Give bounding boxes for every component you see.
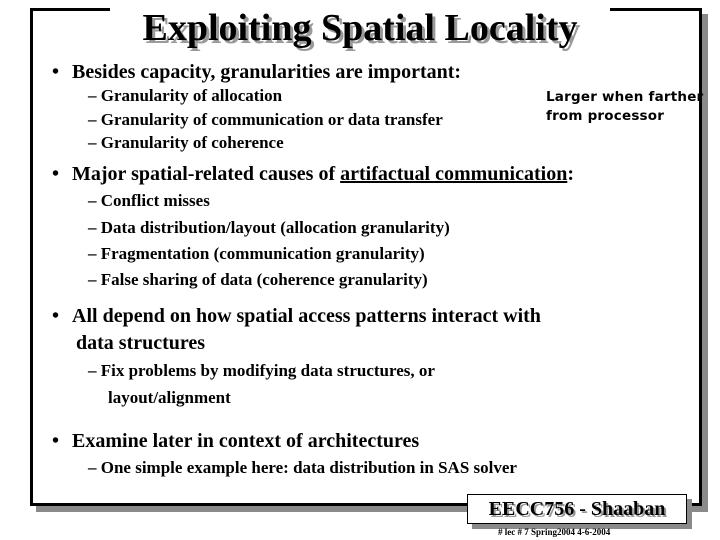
- bullet-2-sub-4: – False sharing of data (coherence granularity): [88, 270, 428, 289]
- bullet-2-underlined-term: artifactual communication: [340, 163, 568, 185]
- bullet-2-text-before: Major spatial-related causes of: [72, 163, 341, 185]
- bullet-1: [52, 60, 461, 84]
- bullet-4-text: Examine later in context of architectures: [72, 430, 420, 452]
- slide-title: Exploiting Spatial Locality: [110, 6, 610, 50]
- bullet-3-sub-line-1: – Fix problems by modifying data structures, or: [88, 361, 435, 380]
- bullet-4-sub: – One simple example here: data distribution in SAS solver: [88, 458, 517, 477]
- bullet-marker: •: [52, 61, 60, 83]
- bullet-1-sub-1: – Granularity of allocation: [88, 86, 283, 105]
- bullet-2: [52, 162, 574, 186]
- bullet-1-sub-3: – Granularity of coherence: [88, 133, 284, 152]
- bullet-3: [52, 304, 541, 328]
- side-note-line-1: Larger when farther: [546, 89, 704, 105]
- bullet-2-sub-3: – Fragmentation (communication granularity): [88, 244, 425, 263]
- bullet-2-sub-1: – Conflict misses: [88, 191, 210, 210]
- bullet-2-sub-2: – Data distribution/layout (allocation granularity): [88, 218, 450, 237]
- bullet-3-line-1: All depend on how spatial access patterns interact with: [72, 305, 541, 327]
- side-note-line-2: from processor: [546, 108, 665, 124]
- bullet-2-text-after: :: [567, 163, 574, 185]
- bullet-1-sub-2: – Granularity of communication or data transfer: [88, 110, 443, 129]
- bullet-4: [52, 429, 419, 453]
- bullet-3-sub-line-2: layout/alignment: [108, 388, 231, 407]
- bullet-3-line-2: data structures: [76, 332, 206, 354]
- bullet-1-text: Besides capacity, granularities are important:: [72, 61, 462, 83]
- bullet-marker: •: [52, 305, 60, 327]
- lecture-info: # lec # 7 Spring2004 4-6-2004: [498, 527, 611, 537]
- bullet-marker: •: [52, 430, 60, 452]
- course-footer-label: EECC756 - Shaaban: [467, 494, 687, 524]
- bullet-marker: •: [52, 163, 60, 185]
